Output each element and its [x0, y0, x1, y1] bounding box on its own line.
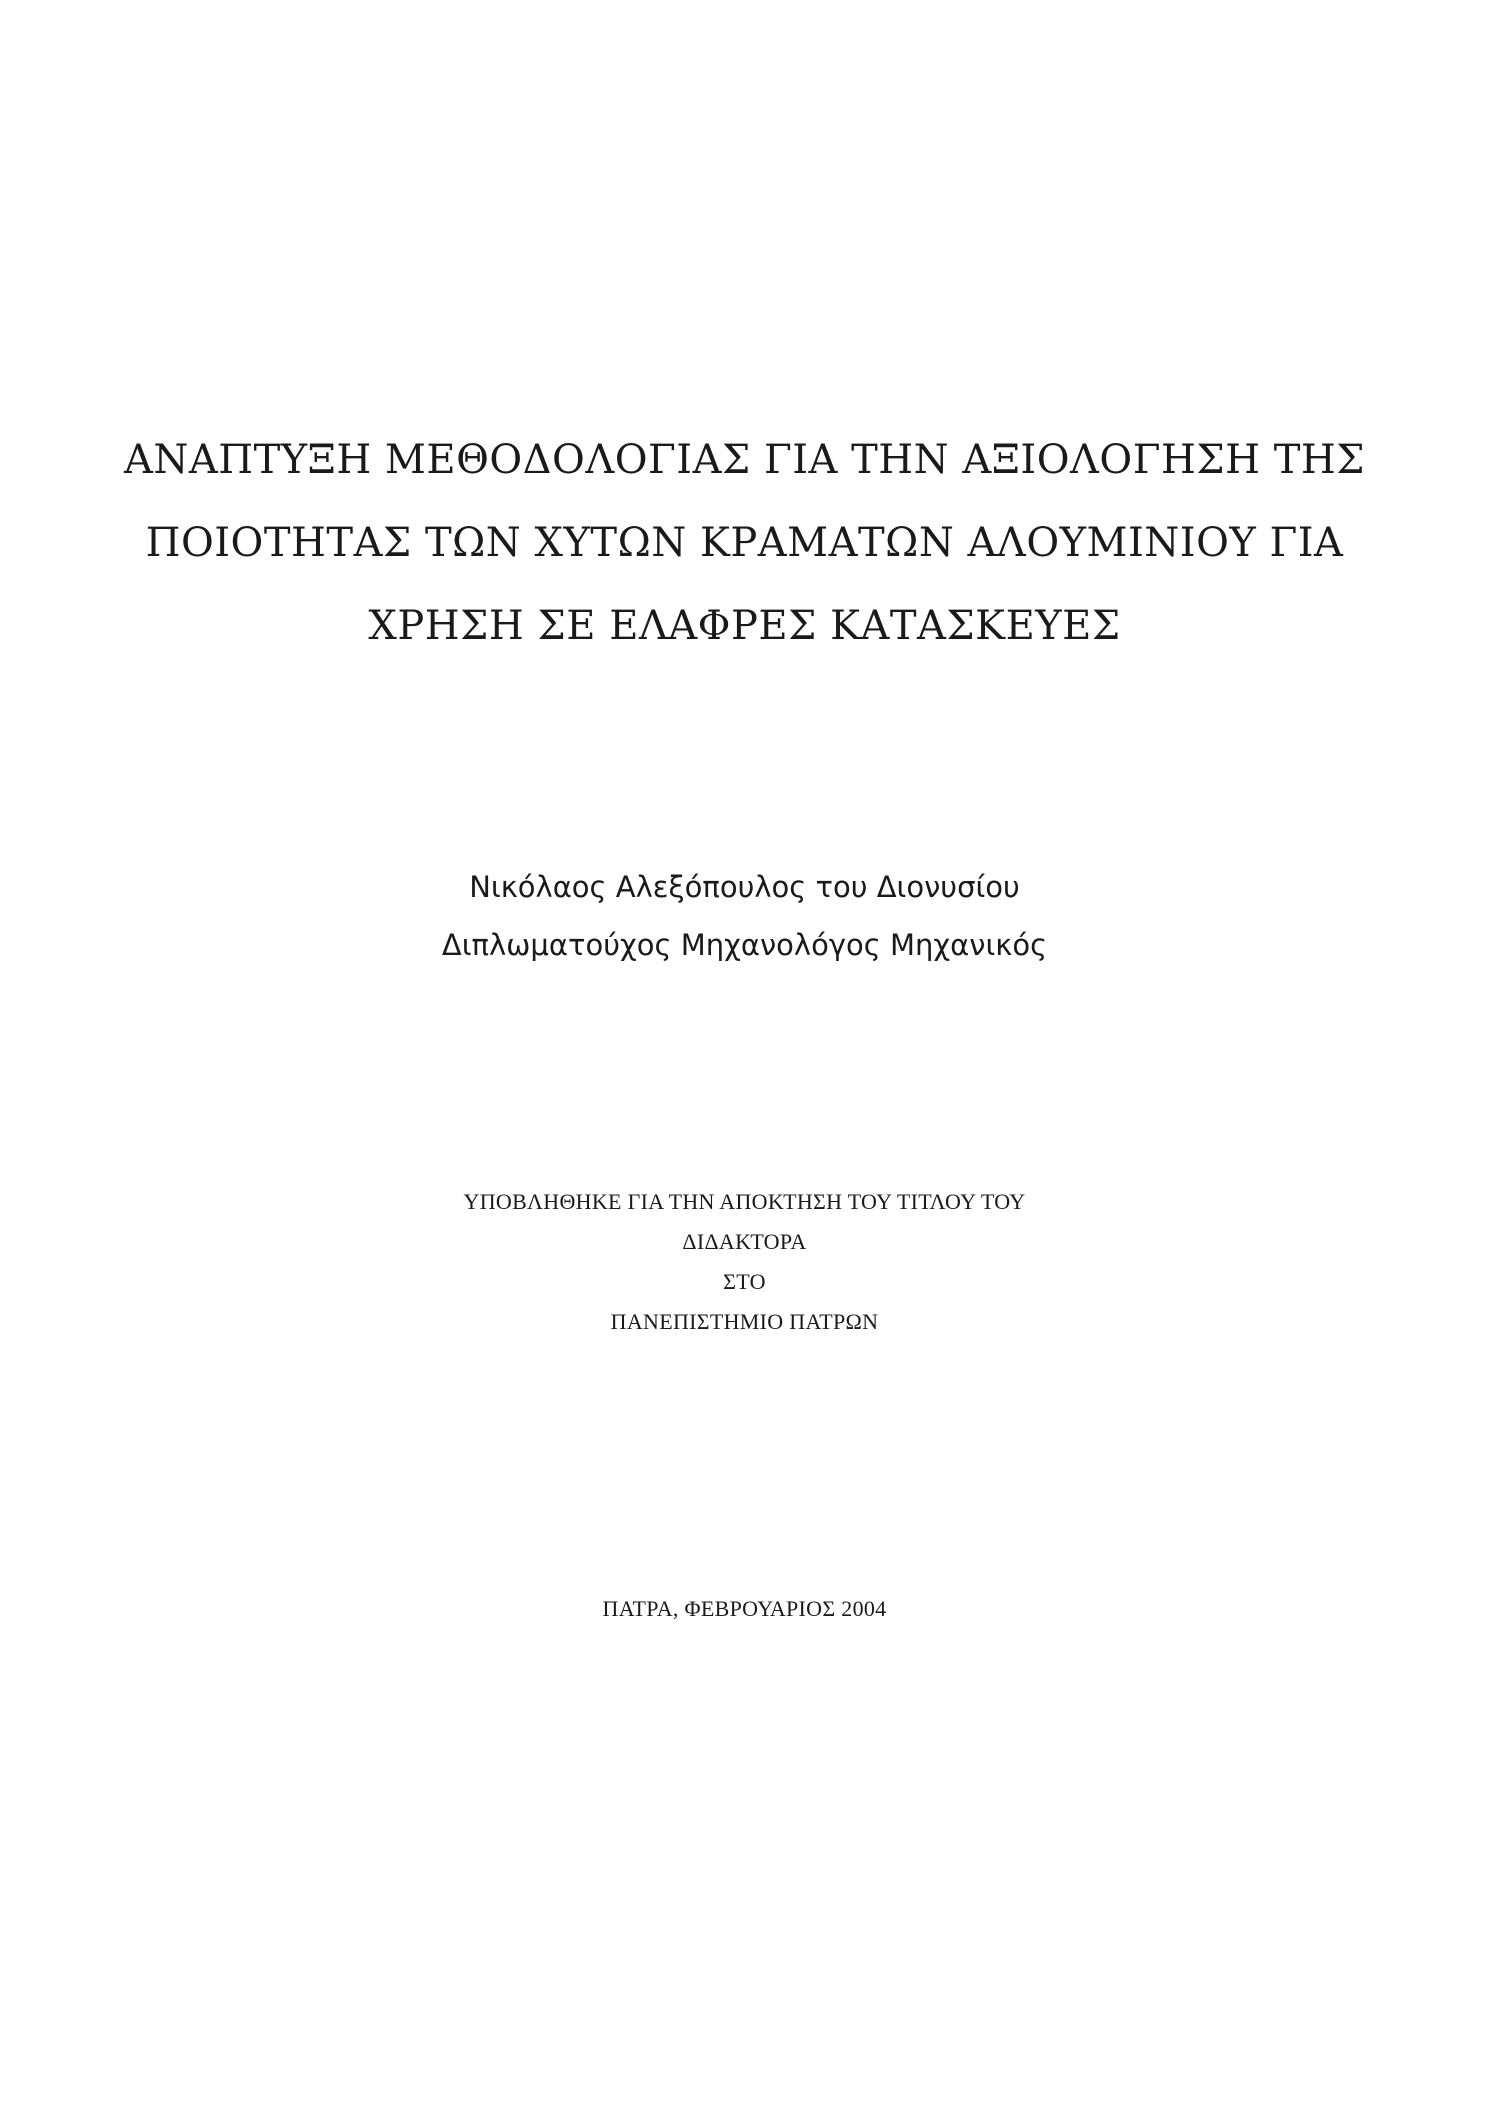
thesis-title — [0, 437, 1489, 689]
submission-line-4: ΠΑΝΕΠΙΣΤΗΜΙΟ ΠΑΤΡΩΝ — [610, 1309, 879, 1334]
submission-line-3: ΣΤΟ — [723, 1269, 766, 1294]
thesis-title-line-3: ΧΡΗΣΗ ΣΕ ΕΛΑΦΡΕΣ ΚΑΤΑΣΚΕΥΕΣ — [368, 603, 1121, 649]
submission-statement — [0, 1190, 1489, 1350]
submission-line-2: ΔΙΔΑΚΤΟΡΑ — [682, 1229, 807, 1254]
author-degree: Διπλωματούχος Μηχανολόγος Μηχανικός — [441, 928, 1048, 962]
place-date: ΠΑΤΡΑ, ΦΕΒΡΟΥΑΡΙΟΣ 2004 — [602, 1596, 887, 1621]
thesis-title-line-2: ΠΟΙΟΤΗΤΑΣ ΤΩΝ ΧΥΤΩΝ ΚΡΑΜΑΤΩΝ ΑΛΟΥΜΙΝΙΟΥ ΓΙΑ — [145, 520, 1344, 566]
submission-line-1: ΥΠΟΒΛΗΘΗΚΕ ΓΙΑ ΤΗΝ ΑΠΟΚΤΗΣΗ ΤΟΥ ΤΙΤΛΟΥ ΤΟΥ — [463, 1189, 1026, 1214]
thesis-title-line-1: ΑΝΑΠΤΥΞΗ ΜΕΘΟΔΟΛΟΓΙΑΣ ΓΙΑ ΤΗΝ ΑΞΙΟΛΟΓΗΣΗ ΤΗΣ — [123, 437, 1366, 483]
author-name: Νικόλαος Αλεξόπουλος του Διονυσίου — [469, 870, 1020, 904]
author-block — [0, 870, 1489, 986]
